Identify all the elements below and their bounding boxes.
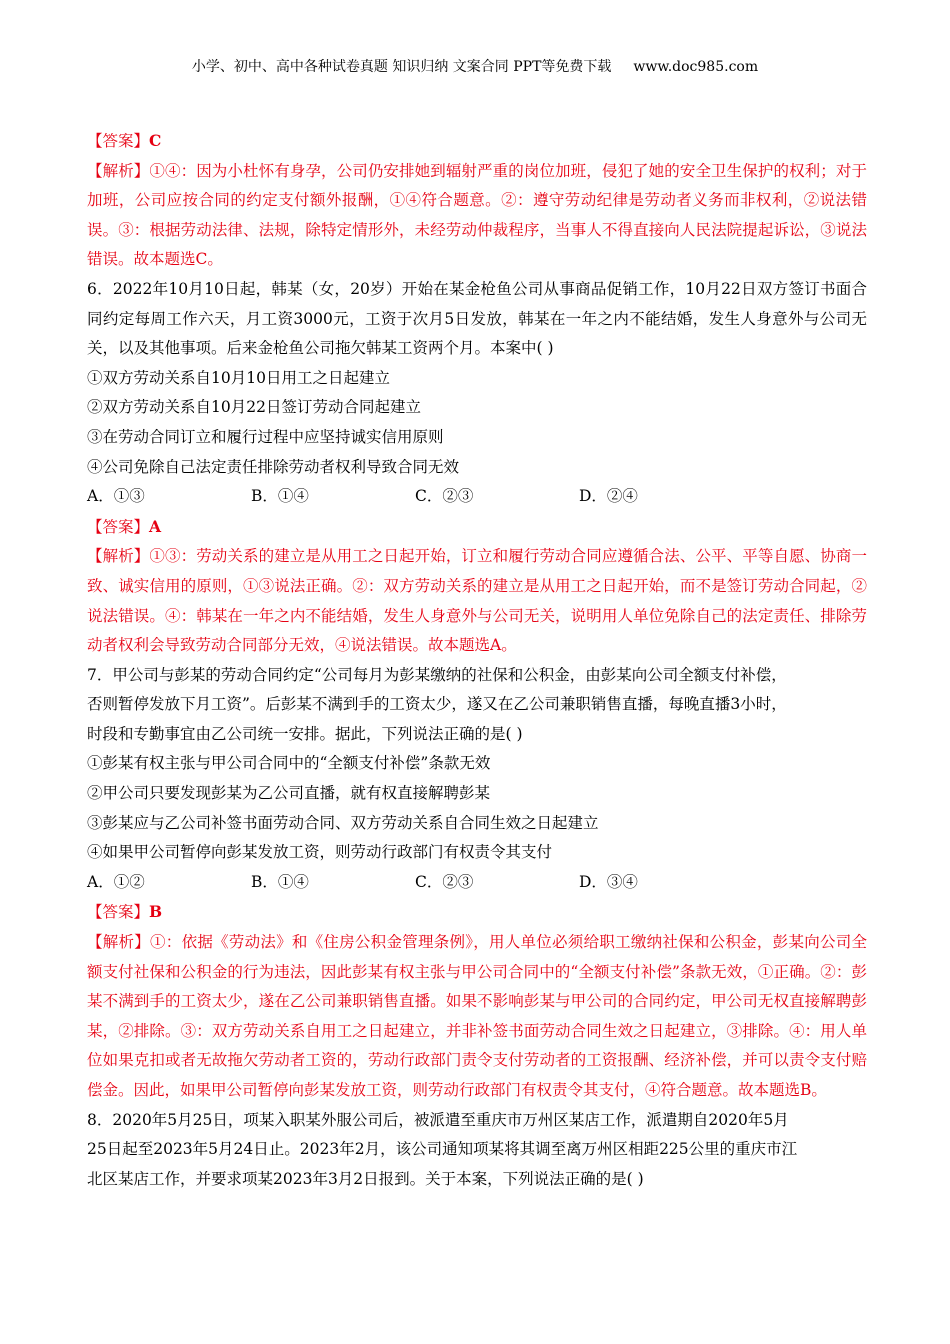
question-6-item: ②双方劳动关系自10月22日签订劳动合同起建立	[87, 398, 421, 417]
question-7-item: ②甲公司只要发现彭某为乙公司直播，就有权直接解聘彭某	[87, 784, 491, 803]
answer-line: 【答案】C	[87, 131, 162, 150]
header-url[interactable]: www.doc985.com	[633, 59, 759, 75]
option-d: D．③④	[579, 872, 638, 891]
answer-line: 【答案】B	[87, 902, 163, 922]
explanation-paragraph: 【解析】①：依据《劳动法》和《住房公积金管理条例》，用人单位必须给职工缴纳社保和公积金，彭某向公司全额支付社保和公积金的行为违法，因此彭某有权主张与甲公司合同中的“全额支付补偿”条款无效，①正确。②：彭某不满到手的工资太少，遂在乙公司兼职销售直播。如果不影响彭某与甲公司的合同约定，甲公司无权直接解聘彭某，②排除。③：双方劳动关系自用工之日起建立，并非补签书面劳动合同生效之日起建立，③排除。④：用人单位如果克扣或者无故拖欠劳动者工资的，劳动行政部门责令支付劳动者的工资报酬、经济补偿，并可以责令支付赔偿金。因此，如果甲公司暂停向彭某发放工资，则劳动行政部门有权责令其支付，④符合题意。故本题选B。	[87, 933, 867, 1099]
question-7-options	[87, 868, 867, 898]
explanation-paragraph: 【解析】①④：因为小杜怀有身孕，公司仍安排她到辐射严重的岗位加班，侵犯了她的安全卫生保护的权利；对于加班，公司应按合同的约定支付额外报酬，①④符合题意。②：遵守劳动纪律是劳动者义务而非权利，②说法错误。③：根据劳动法律、法规，除特定情形外，未经劳动仲裁程序，当事人不得直接向人民法院提起诉讼，③说法错误。故本题选C。	[87, 161, 867, 269]
option-b: B．①④	[251, 872, 309, 891]
option-a: A．①②	[87, 872, 145, 891]
explanation-paragraph: 【解析】①③：劳动关系的建立是从用工之日起开始，订立和履行劳动合同应遵循合法、公平、平等自愿、协商一致、诚实信用的原则，①③说法正确。②：双方劳动关系的建立是从用工之日起开始，而不是签订劳动合同起，②说法错误。④：韩某在一年之内不能结婚，发生人身意外与公司无关，说明用人单位免除自己的法定责任、排除劳动者权利会导致劳动合同部分无效，④说法错误。故本题选A。	[87, 547, 867, 655]
answer-line: 【答案】A	[87, 516, 162, 536]
option-d: D．②④	[579, 487, 638, 506]
question-6-item: ①双方劳动关系自10月10日用工之日起建立	[87, 368, 390, 387]
question-6-item: ③在劳动合同订立和履行过程中应坚持诚实信用原则	[87, 427, 444, 446]
question-8-stem-line: 25日起至2023年5月24日止。2023年2月，该公司通知项某将其调至离万州区相距225公里的重庆市江	[87, 1140, 798, 1159]
page-header	[0, 57, 950, 77]
question-6-options	[87, 482, 867, 512]
question-8-stem-line: 北区某店工作，并要求项某2023年3月2日报到。关于本案，下列说法正确的是( )	[87, 1169, 644, 1188]
document-body	[87, 126, 867, 1194]
question-6-stem: 6．2022年10月10日起，韩某（女，20岁）开始在某金枪鱼公司从事商品促销工作，10月22日双方签订书面合同约定每周工作六天，月工资3000元，工资于次月5日发放，韩某在一年之内不能结婚，发生人身意外与公司无关，以及其他事项。后来金枪鱼公司拖欠韩某工资两个月。本案中( )	[87, 279, 867, 358]
question-7-stem-line: 时段和专勤事宜由乙公司统一安排。据此，下列说法正确的是( )	[87, 724, 523, 743]
option-b: B．①④	[251, 487, 309, 506]
question-7-stem-line: 否则暂停发放下月工资”。后彭某不满到手的工资太少，遂又在乙公司兼职销售直播，每晚直播3小时，	[87, 695, 787, 714]
question-7-item: ①彭某有权主张与甲公司合同中的“全额支付补偿”条款无效	[87, 754, 491, 773]
question-8-stem-line: 8．2020年5月25日，项某入职某外服公司后，被派遣至重庆市万州区某店工作，派遣期自2020年5月	[87, 1110, 789, 1129]
header-text: 小学、初中、高中各种试卷真题 知识归纳 文案合同 PPT等免费下载	[191, 59, 612, 75]
question-7-stem-line: 7．甲公司与彭某的劳动合同约定“公司每月为彭某缴纳的社保和公积金，由彭某向公司全额支付补偿，	[87, 665, 787, 684]
option-c: C．②③	[415, 487, 474, 506]
question-7-item: ④如果甲公司暂停向彭某发放工资，则劳动行政部门有权责令其支付	[87, 843, 553, 862]
option-c: C．②③	[415, 872, 474, 891]
question-6-item: ④公司免除自己法定责任排除劳动者权利导致合同无效	[87, 457, 460, 476]
question-7-item: ③彭某应与乙公司补签书面劳动合同、双方劳动关系自合同生效之日起建立	[87, 813, 599, 832]
option-a: A．①③	[87, 487, 145, 506]
